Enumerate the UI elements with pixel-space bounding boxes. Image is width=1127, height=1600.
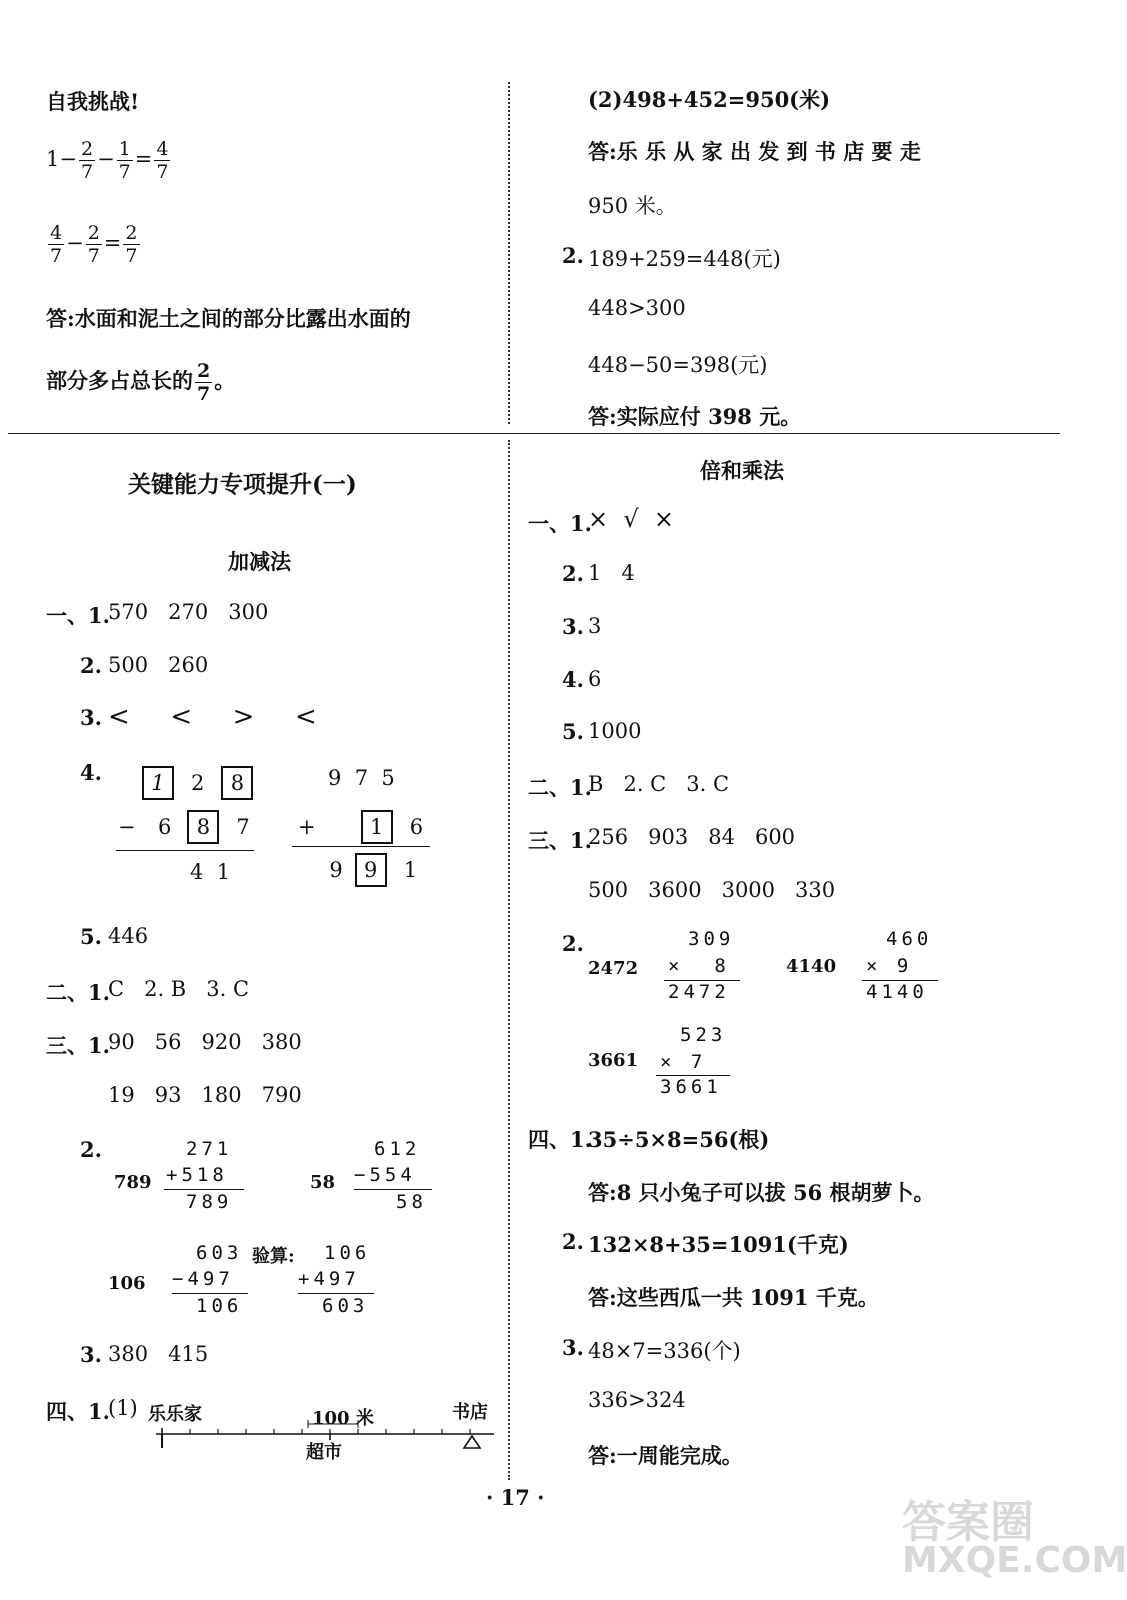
mul-3-row-1: 523 [680, 1024, 727, 1046]
lb-s3-q3: 380 415 [108, 1342, 209, 1366]
rb-s1-q5: 1000 [588, 719, 642, 743]
rt-q2-line-1: 189+259=448(元) [588, 247, 781, 271]
calc-3-row-1: 603 [196, 1242, 243, 1264]
mul-1-row-1: 309 [688, 928, 735, 950]
vertical-add-result: 9 9 1 [324, 853, 427, 887]
rb-s2-answers: B 2. C 3. C [588, 772, 730, 796]
lb-s3-label: 三、1. [46, 1033, 110, 1058]
rb-s1-q2-number: 2. [562, 561, 584, 586]
rb-s1-q4: 6 [588, 667, 602, 691]
rb-s1-q4-number: 4. [562, 667, 584, 692]
rb-s4-q3b: 336>324 [588, 1388, 686, 1412]
map-label-scale: 100 米 [312, 1408, 374, 1429]
calc-1-answer: 789 [114, 1172, 152, 1193]
lb-s3-row-2: 19 93 180 790 [108, 1083, 302, 1107]
lb-s3-row-1: 90 56 920 380 [108, 1030, 302, 1054]
watermark-url: MXQE.COM [902, 1540, 1127, 1581]
vertical-sub-result: 4 1 [190, 860, 231, 884]
challenge-title: 自我挑战! [46, 89, 140, 114]
rb-s1-q5-number: 5. [562, 719, 584, 744]
map-label-store: 书店 [452, 1402, 488, 1423]
mul-3-answer: 3661 [588, 1050, 639, 1071]
map-label-market: 超市 [306, 1442, 342, 1463]
calc-1-row-2: +518 [166, 1164, 228, 1186]
mul-1-result: 2472 [668, 981, 730, 1003]
lb-s1-q4-number: 4. [80, 760, 102, 785]
lb-s1-q5-number: 5. [80, 924, 102, 949]
rt-q2-line-2: 448>300 [588, 296, 686, 320]
vertical-sub-line [116, 850, 254, 851]
rb-s1-label: 一、1. [528, 511, 592, 536]
column-divider-top [508, 82, 510, 424]
calc-2-row-2: −554 [354, 1164, 416, 1186]
calc-4-result: 603 [322, 1295, 369, 1317]
lb-s1-q3-number: 3. [80, 705, 102, 730]
vertical-add-row-1: 9 7 5 [328, 766, 395, 790]
rb-s3-label: 三、1. [528, 828, 592, 853]
mul-2-row-2: × 9 [866, 955, 913, 977]
challenge-equation-2: $\frac{4}{7}$ − $\frac{2}{7}$ = $\frac{2}{7}$ [50, 222, 138, 267]
vertical-add-line [292, 846, 430, 847]
calc-1-result: 789 [186, 1191, 233, 1213]
rt-q2-number: 2. [562, 243, 584, 268]
calc-2-result: 58 [396, 1191, 427, 1213]
calc-1-line [164, 1189, 244, 1190]
rb-s1-q1: × √ × [588, 505, 675, 533]
rb-s3-row-2: 500 3600 3000 330 [588, 878, 836, 902]
rb-s4-a3: 答:一周能完成。 [588, 1443, 743, 1468]
calc-2-answer: 58 [310, 1172, 336, 1193]
mul-1-answer: 2472 [588, 958, 639, 979]
answer-box: 8 [187, 810, 219, 844]
calc-2-line [354, 1189, 432, 1190]
rb-s4-q3: 48×7=336(个) [588, 1339, 741, 1363]
rb-s1-q3-number: 3. [562, 614, 584, 639]
mul-3-result: 3661 [660, 1076, 722, 1098]
mul-2-answer: 4140 [786, 956, 837, 977]
map-label-home: 乐乐家 [148, 1404, 202, 1425]
lb-s3-q2-number: 2. [80, 1137, 102, 1162]
column-divider-bottom [508, 440, 510, 1480]
calc-4-row-1: 106 [324, 1242, 371, 1264]
mul-2-result: 4140 [866, 981, 928, 1003]
rb-s3-q2-number: 2. [562, 931, 584, 956]
challenge-answer-line-2: 部分多占总长的 $\frac{2}{7}$ 。 [46, 360, 236, 405]
map-number-line [150, 1418, 500, 1454]
challenge-equation-1: 1− $\frac{2}{7}$ − $\frac{1}{7}$ = $\frac{4}{7}$ [46, 138, 169, 183]
lb-s1-q1: 570 270 300 [108, 600, 269, 624]
rb-s1-q2: 1 4 [588, 561, 635, 585]
rb-s2-label: 二、1. [528, 775, 592, 800]
rt-line-2: 答:乐 乐 从 家 出 发 到 书 店 要 走 [588, 139, 921, 164]
calc-3-row-2: −497 [172, 1268, 234, 1290]
lb-s4-label: 四、1. [46, 1399, 110, 1424]
lb-s2-answers: C 2. B 3. C [108, 977, 250, 1001]
mul-3-row-2: × 7 [660, 1051, 707, 1073]
answer-box: 1 [142, 766, 174, 800]
rt-q2-line-3: 448−50=398(元) [588, 353, 768, 377]
vertical-sub-row-2: − 6 8 7 [118, 810, 260, 844]
section-divider [8, 433, 1060, 434]
mul-2-row-1: 460 [886, 928, 933, 950]
calc-1-row-1: 271 [186, 1138, 233, 1160]
lb-s1-q5: 446 [108, 924, 149, 948]
vertical-add-row-2: + 1 6 [298, 810, 433, 844]
answer-box: 8 [221, 766, 253, 800]
calc-4-line [298, 1293, 374, 1294]
lb-s1-q2-number: 2. [80, 653, 102, 678]
lb-s2-label: 二、1. [46, 980, 110, 1005]
challenge-answer-line-1: 答:水面和泥土之间的部分比露出水面的 [46, 306, 411, 331]
lb-s4-sub: (1) [108, 1396, 138, 1420]
lb-s3-q3-number: 3. [80, 1342, 102, 1367]
sub-title-multiply: 倍和乘法 [700, 458, 784, 483]
page-number: · 17 · [486, 1485, 545, 1510]
rb-s4-q2-number: 2. [562, 1229, 584, 1254]
calc-4-row-2: +497 [298, 1268, 360, 1290]
answer-box: 1 [361, 810, 393, 844]
rb-s4-a2: 答:这些西瓜一共 1091 千克。 [588, 1285, 879, 1310]
calc-3-answer: 106 [108, 1273, 146, 1294]
section-title: 关键能力专项提升(一) [128, 471, 357, 498]
rb-s4-q3-number: 3. [562, 1335, 584, 1360]
vertical-sub-row-1: 1 2 8 [142, 766, 253, 800]
answer-box: 9 [355, 853, 387, 887]
watermark-logo: 答案圈 [902, 1497, 1034, 1548]
lb-s1-q3: < < > < [108, 702, 325, 732]
calc-3-result: 106 [196, 1295, 243, 1317]
rb-s4-q1: 35÷5×8=56(根) [588, 1127, 770, 1152]
rt-q2-line-4: 答:实际应付 398 元。 [588, 404, 802, 429]
rb-s4-q2: 132×8+35=1091(千克) [588, 1232, 849, 1257]
rt-line-3: 950 米。 [588, 194, 677, 218]
check-label: 验算: [252, 1246, 295, 1267]
lb-s1-q2: 500 260 [108, 653, 209, 677]
calc-3-line [172, 1293, 248, 1294]
calc-2-row-1: 612 [374, 1138, 421, 1160]
mul-1-row-2: × 8 [668, 955, 730, 977]
rb-s4-a1: 答:8 只小兔子可以拔 56 根胡萝卜。 [588, 1180, 935, 1205]
lb-s1-label: 一、1. [46, 603, 110, 628]
rt-line-1: (2)498+452=950(米) [588, 87, 831, 112]
rb-s1-q3: 3 [588, 614, 602, 638]
rb-s3-row-1: 256 903 84 600 [588, 825, 796, 849]
rb-s4-label: 四、1. [528, 1127, 592, 1152]
sub-title-add-sub: 加减法 [228, 549, 291, 574]
